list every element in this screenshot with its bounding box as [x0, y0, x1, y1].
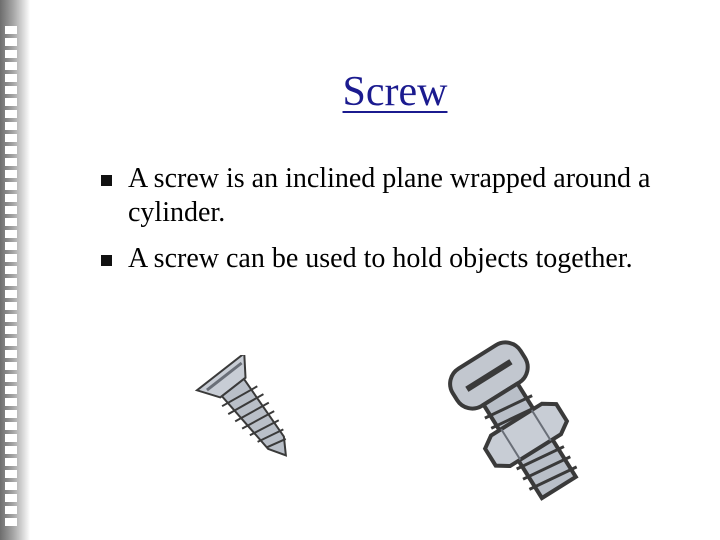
- square-bullet-icon: [101, 175, 112, 186]
- bullet-text: A screw can be used to hold objects together.: [128, 243, 633, 274]
- bullet-item: [98, 242, 718, 276]
- square-bullet-icon: [101, 255, 112, 266]
- bullet-list: [98, 162, 718, 288]
- bullet-item: [98, 162, 718, 230]
- wood-screw-icon: [190, 355, 315, 470]
- slide-title: Screw: [342, 69, 448, 115]
- bullet-text: A screw is an inclined plane wrapped around a cylinder.: [128, 163, 651, 228]
- machine-screw-icon: [438, 326, 628, 501]
